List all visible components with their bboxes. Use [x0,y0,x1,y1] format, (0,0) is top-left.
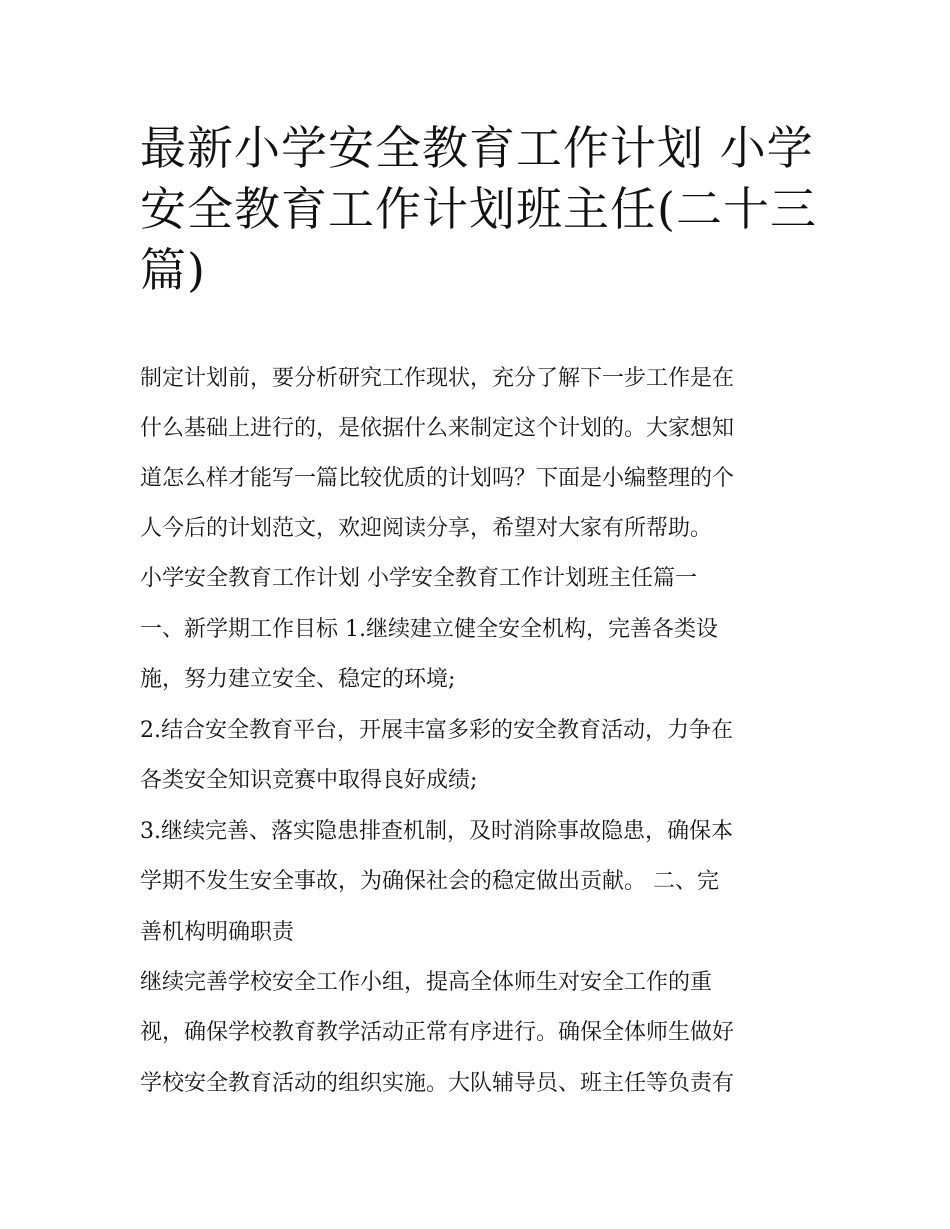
body-line: 一、新学期工作目标 1.继续建立健全安全机构，完善各类设 [140,617,718,642]
body-line: 善机构明确职责 [140,920,295,945]
body-line: 2.结合安全教育平台，开展丰富多彩的安全教育活动，力争在 [140,718,733,743]
body-line: 视，确保学校教育教学活动正常有序进行。确保全体师生做好 [140,1020,735,1045]
body-line: 继续完善学校安全工作小组，提高全体师生对安全工作的重 [140,970,713,995]
body-line: 学期不发生安全事故，为确保社会的稳定做出贡献。 二、完 [140,869,719,894]
body-line: 学校安全教育活动的组织实施。大队辅导员、班主任等负责有 [140,1071,735,1096]
body-line: 道怎么样才能写一篇比较优质的计划吗？下面是小编整理的个 [140,466,735,491]
body-line: 什么基础上进行的，是依据什么来制定这个计划的。大家想知 [140,416,735,441]
body-line: 人今后的计划范文，欢迎阅读分享，希望对大家有所帮助。 [140,516,713,541]
body-line: 制定计划前，要分析研究工作现状，充分了解下一步工作是在 [140,366,735,391]
body-line: 3.继续完善、落实隐患排查机制，及时消除事故隐患，确保本 [140,819,733,844]
section-heading: 小学安全教育工作计划 小学安全教育工作计划班主任篇一 [140,566,697,591]
body-line: 施，努力建立安全、稳定的环境; [140,667,456,692]
body-line: 各类安全知识竞赛中取得良好成绩; [140,768,478,793]
document-title: 最新小学安全教育工作计划 小学安全教育工作计划班主任(二十三篇) [140,121,817,297]
